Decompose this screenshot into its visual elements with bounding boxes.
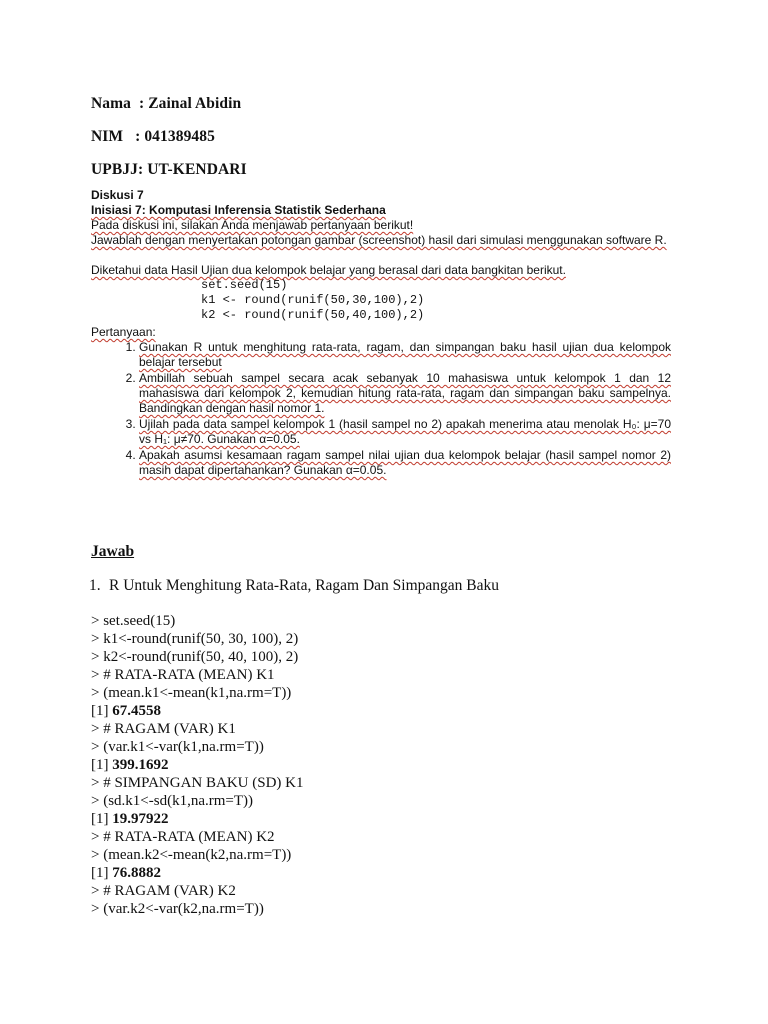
console-command-line: > (mean.k2<-mean(k2,na.rm=T))	[91, 847, 292, 863]
student-name-line: Nama : Zainal Abidin	[91, 95, 242, 112]
code-line-3: k2 <- round(runif(50,40,100),2)	[201, 308, 425, 322]
console-output-value: 19.97922	[112, 811, 169, 827]
question-item: 2. Ambillah sebuah sampel secara acak sebanyak 10 mahasiswa untuk kelompok 1 dan 12 mahasiswa dari kelompok 2, kemudian hitung rata-rata, ragam dan simpangan baku sampelnya. Bandingkan dengan hasil nomor 1.	[139, 371, 671, 416]
console-output-prefix: [1]	[91, 757, 113, 773]
console-output-prefix: [1]	[91, 811, 113, 827]
console-output-prefix: [1]	[91, 703, 113, 719]
console-output-value: 76.8882	[112, 865, 161, 881]
console-output-line	[91, 702, 304, 720]
question-item: 1. Gunakan R untuk menghitung rata-rata, ragam, dan simpangan baku hasil ujian dua kelompok belajar tersebut	[139, 340, 671, 370]
console-command-line: > # SIMPANGAN BAKU (SD) K1	[91, 775, 304, 791]
answer-item-number: 1.	[89, 577, 101, 594]
answer-item-title: R Untuk Menghitung Rata-Rata, Ragam Dan Simpangan Baku	[109, 577, 500, 594]
code-line-2: k1 <- round(runif(50,30,100),2)	[201, 293, 425, 307]
console-output-line	[91, 756, 304, 774]
assignment-intro-2: Jawablah dengan menyertakan potongan gambar (screenshot) hasil dari simulasi menggunakan software R.	[91, 233, 667, 247]
questions-list	[91, 340, 671, 478]
assignment-screenshot	[91, 188, 671, 479]
console-output-line	[91, 810, 304, 828]
console-command-line: > # RATA-RATA (MEAN) K1	[91, 667, 275, 683]
console-output-prefix: [1]	[91, 865, 113, 881]
console-command-line: > (sd.k1<-sd(k1,na.rm=T))	[91, 793, 254, 809]
console-command-line: > # RAGAM (VAR) K1	[91, 721, 236, 737]
answer-item-1	[89, 577, 499, 595]
console-command-line: > (var.k1<-var(k1,na.rm=T))	[91, 739, 264, 755]
questions-label: Pertanyaan:	[91, 325, 156, 339]
code-line-1: set.seed(15)	[201, 278, 288, 292]
assignment-intro-1: Pada diskusi ini, silakan Anda menjawab pertanyaan berikut!	[91, 218, 414, 232]
console-command-line: > # RAGAM (VAR) K2	[91, 883, 236, 899]
student-nim-line: NIM : 041389485	[91, 128, 215, 145]
console-command-line: > k2<-round(runif(50, 40, 100), 2)	[91, 649, 299, 665]
question-item: 4. Apakah asumsi kesamaan ragam sampel nilai ujian dua kelompok belajar (hasil sampel nomor 2) masih dapat dipertahankan? Gunakan α=0.05.	[139, 448, 671, 478]
console-output-value: 399.1692	[112, 757, 169, 773]
r-console-output	[91, 612, 304, 918]
assignment-subtitle: Inisiasi 7: Komputasi Inferensia Statistik Sederhana	[91, 203, 386, 217]
console-command-line: > # RATA-RATA (MEAN) K2	[91, 829, 275, 845]
upbjj-line: UPBJJ: UT-KENDARI	[91, 161, 247, 178]
console-command-line: > set.seed(15)	[91, 613, 176, 629]
console-output-value: 67.4558	[112, 703, 161, 719]
console-command-line: > k1<-round(runif(50, 30, 100), 2)	[91, 631, 299, 647]
assignment-title: Diskusi 7	[91, 188, 144, 202]
console-command-line: > (var.k2<-var(k2,na.rm=T))	[91, 901, 264, 917]
console-command-line: > (mean.k1<-mean(k1,na.rm=T))	[91, 685, 292, 701]
answer-heading: Jawab	[91, 543, 135, 560]
console-output-line	[91, 864, 304, 882]
data-description: Diketahui data Hasil Ujian dua kelompok belajar yang berasal dari data bangkitan berikut.	[91, 263, 566, 277]
question-item: 3. Ujilah pada data sampel kelompok 1 (hasil sampel no 2) apakah menerima atau menolak H₀: μ=70 vs H₁: μ≠70. Gunakan α=0.05.	[139, 417, 671, 447]
